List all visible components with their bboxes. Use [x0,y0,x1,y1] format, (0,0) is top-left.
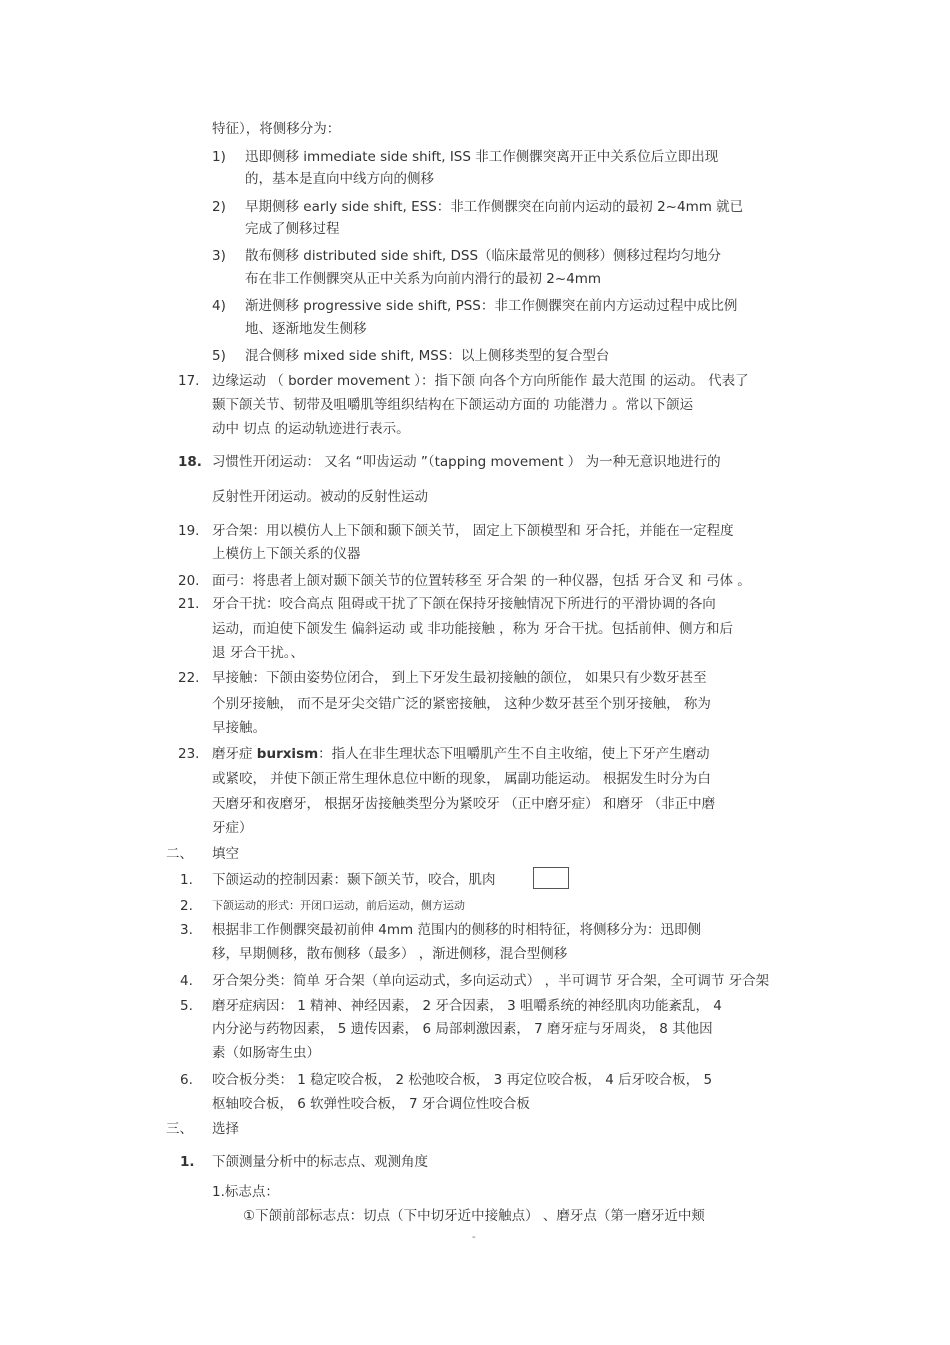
page-marker: - [472,1232,476,1243]
item-number: 23. [178,746,200,762]
text-line: 移，早期侧移，散布侧移（最多） ，渐进侧移，混合型侧移 [212,946,568,962]
text-line: 的，基本是直向中线方向的侧移 [245,171,434,187]
text-line: 混合侧移 mixed side shift, MSS：以上侧移类型的复合型台 [245,348,610,364]
text-line: 早期侧移 early side shift, ESS：非工作侧髁突在向前内运动的最初 2~4mm 就已 [245,199,744,215]
text-line: 下颌运动的形式：开闭口运动，前后运动，侧方运动 [212,899,465,912]
text-line: 个别牙接触， 而不是牙尖交错广泛的紧密接触， 这种少数牙甚至个别牙接触， 称为 [212,696,711,712]
text-line: 1.标志点： [212,1184,279,1200]
item-number: 21. [178,596,200,612]
item-number: 1. [180,872,193,888]
item-number: 1. [180,1154,195,1170]
text-line: 退 牙合干扰。、 [212,645,305,661]
text-line: 牙合架分类：简单 牙合架（单向运动式，多向运动式） ，半可调节 牙合架，全可调节 牙合架 [212,973,770,989]
text-line: 牙合架：用以模仿人上下颌和颞下颌关节， 固定上下颌模型和 牙合托，并能在一定程度 [212,523,734,539]
text-line: 运动，而迫使下颌发生 偏斜运动 或 非功能接触 ，称为 牙合干扰。包括前伸、侧方和后 [212,621,733,637]
text-line: 布在非工作侧髁突从正中关系为向前内滑行的最初 2~4mm [245,271,602,287]
answer-box [533,867,569,889]
text-line: 咬合板分类： 1 稳定咬合板， 2 松弛咬合板， 3 再定位咬合板， 4 后牙咬合板， 5 [212,1072,713,1088]
text-line: 根据非工作侧髁突最初前伸 4mm 范围内的侧移的时相特征，将侧移分为：迅即侧 [212,922,701,938]
section-title: 填空 [212,846,239,862]
section-number: 二、 [166,846,193,862]
text-line: 特征），将侧移分为： [212,121,341,137]
item-number: 5. [180,998,193,1014]
list-number: 5) [212,348,226,364]
text-line: 牙合干扰：咬合高点 阻碍或干扰了下颌在保持牙接触情况下所进行的平滑协调的各向 [212,596,716,612]
text-line: 散布侧移 distributed side shift, DSS（临床最常见的侧移）侧移过程均匀地分 [245,248,722,264]
text-line: 或紧咬， 并使下颌正常生理休息位中断的现象， 属副功能运动。 根据发生时分为白 [212,771,711,787]
item-number: 4. [180,973,193,989]
text-line: 下颌运动的控制因素：颞下颌关节，咬合，肌肉 [212,872,496,888]
text-line: 早接触。 [212,720,266,736]
item-number: 6. [180,1072,193,1088]
text-line: 习惯性开闭运动： 又名 “叩齿运动 ”（tapping movement ） 为一种无意识地进行的 [212,454,721,470]
text-line: 完成了侧移过程 [245,221,340,237]
item-number: 2. [180,898,193,914]
list-number: 4) [212,298,226,314]
text-span: ：指人在非生理状态下咀嚼肌产生不自主收缩，使上下牙产生磨动 [318,746,710,762]
term: 磨牙症 [212,746,257,762]
item-number: 18. [178,454,202,470]
item-number: 17. [178,373,200,389]
section-title: 选择 [212,1121,239,1137]
item-number: 22. [178,670,200,686]
text-line: 枢轴咬合板， 6 软弹性咬合板， 7 牙合调位性咬合板 [212,1096,530,1112]
text-line: 内分泌与药物因素， 5 遗传因素， 6 局部刺激因素， 7 磨牙症与牙周炎， 8 其他因 [212,1021,713,1037]
text-line: ①下颌前部标志点：切点（下中切牙近中接触点） 、磨牙点（第一磨牙近中颊 [243,1208,705,1224]
item-number: 20. [178,573,200,589]
section-number: 三、 [166,1121,193,1137]
text-line: 地、逐渐地发生侧移 [245,321,367,337]
text-line: 迅即侧移 immediate side shift, ISS 非工作侧髁突离开正中关系位后立即出现 [245,149,719,165]
text-line: 牙症） [212,820,253,836]
text-line: 磨牙症病因： 1 精神、神经因素， 2 牙合因素， 3 咀嚼系统的神经肌肉功能紊乱， 4 [212,998,722,1014]
term-en: burxism [256,746,319,762]
text-line: 渐进侧移 progressive side shift, PSS：非工作侧髁突在前内方运动过程中成比例 [245,298,738,314]
list-number: 2) [212,199,226,215]
text-line: 天磨牙和夜磨牙， 根据牙齿接触类型分为紧咬牙 （正中磨牙症） 和磨牙 （非正中磨 [212,796,716,812]
text-line: 素（如肠寄生虫） [212,1045,320,1061]
text-line: 动中 切点 的运动轨迹进行表示。 [212,421,410,437]
text-line: 面弓：将患者上颌对颞下颌关节的位置转移至 牙合架 的一种仪器，包括 牙合叉 和 弓体 。 [212,573,751,589]
list-number: 1) [212,149,226,165]
text-line: 上模仿上下颌关系的仪器 [212,546,361,562]
text-line: 早接触：下颌由姿势位闭合， 到上下牙发生最初接触的颌位， 如果只有少数牙甚至 [212,670,707,686]
text-line: 颞下颌关节、韧带及咀嚼肌等组织结构在下颌运动方面的 功能潜力 。常以下颌运 [212,397,694,413]
text-line: 下颌测量分析中的标志点、观测角度 [212,1154,428,1170]
item-number: 19. [178,523,200,539]
text-line: 反射性开闭运动。被动的反射性运动 [212,489,428,505]
item-number: 3. [180,922,193,938]
list-number: 3) [212,248,226,264]
text-line: 边缘运动 （ border movement ）：指下颌 向各个方向所能作 最大范围 的运动。 代表了 [212,373,749,389]
text-line [212,745,710,763]
